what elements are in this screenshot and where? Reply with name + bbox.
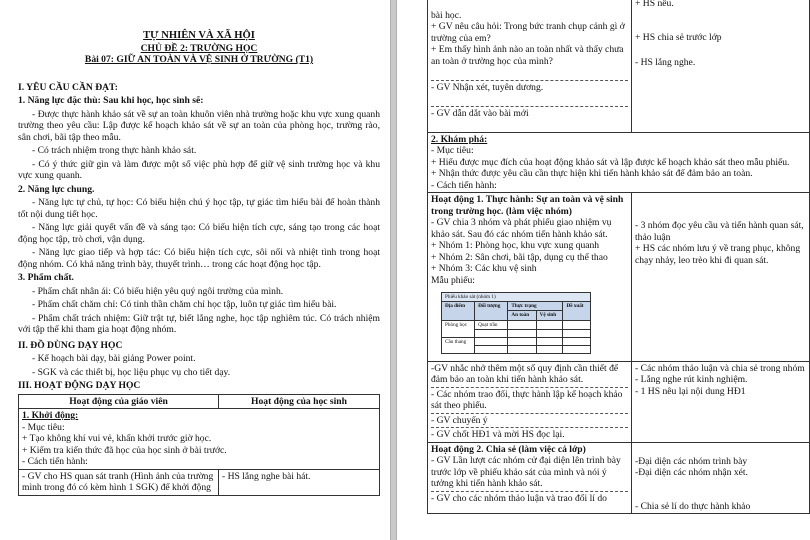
page-right	[397, 0, 805, 540]
survey-form-header: Đề xuất	[563, 302, 591, 320]
section-heading-3: III. HOẠT ĐỘNG DẠY HỌC	[18, 380, 141, 392]
survey-form-cell	[563, 320, 591, 329]
table-cell	[632, 442, 810, 514]
cell-line: - Cách tiến hành:	[431, 179, 497, 191]
survey-form-cell	[563, 337, 591, 345]
paragraph: - SGK và các thiết bị, học liệu phục vụ cho tiết dạy.	[32, 366, 231, 378]
cell-line: - GV Lần lượt các nhóm cử đại diện lên trình bày trước lớp về phiếu khảo sát của mình và nói ý tưởng khi tiến hành khảo sát.	[431, 455, 621, 490]
cell-line: - Các nhóm thảo luận và chia sẻ trong nhóm	[635, 362, 805, 374]
survey-form-cell	[563, 345, 591, 353]
cell-line: - Các nhóm trao đổi, thực hành lập kế hoạch khảo sát theo phiếu.	[431, 387, 628, 412]
survey-form-header: Vệ sinh	[536, 311, 563, 320]
survey-form-header: Thực trạng	[508, 302, 563, 311]
survey-form-caption: Phiếu khảo sát (nhóm 1)	[442, 293, 591, 302]
survey-form-cell	[536, 320, 563, 329]
activity-table-continued	[427, 0, 810, 514]
survey-form-cell	[508, 329, 536, 337]
survey-form-cell	[508, 337, 536, 345]
survey-form-image	[441, 292, 591, 354]
cell-line: + Nhận thức được yêu cầu cần thực hiện khi tiến hành khảo sát để đảm bảo an toàn.	[431, 168, 753, 179]
table-cell	[632, 0, 810, 132]
survey-form-cell	[536, 329, 563, 337]
teacher-column-header: Hoạt động của giáo viên	[19, 394, 219, 409]
cell-line: bài học. + GV nêu câu hỏi: Trong bức tranh chụp cảnh gì ở trường của em? + Em thấy hình ảnh nào an toàn nhất và thấy chưa an toàn ở trường học của mình?	[431, 9, 625, 67]
cell-line: Mẫu phiếu:	[431, 274, 475, 286]
cell-line: + Hiểu được mục đích của hoạt động khảo sát và lập được kế hoạch khảo sát theo mẫu phiếu.	[431, 156, 790, 168]
page-left-content	[18, 30, 380, 496]
survey-form-cell	[475, 329, 508, 337]
cell-line: -Đại diện các nhóm nhận xét.	[635, 467, 748, 479]
subsection-heading: 2. Năng lực chung.	[18, 183, 95, 195]
cell-line: + Nhóm 2: Sân chơi, bãi tập, dụng cụ thể thao	[431, 251, 608, 263]
activity-table	[18, 394, 380, 496]
cell-line: - GV Nhận xét, tuyên dương.	[431, 80, 628, 94]
cell-line: - GV cho các nhóm thảo luận và trao đổi lí do	[431, 491, 628, 505]
activity-heading: Hoạt động 2. Chia sẻ (làm việc cả lớp)	[431, 443, 586, 455]
paragraph: - Phẩm chất trách nhiệm: Giữ trật tự, biết lắng nghe, học tập nghiêm túc. Có trách nhiệm với tập thể khi tham gia hoạt động nhóm.	[18, 312, 380, 336]
table-cell	[632, 361, 810, 442]
topic-title: CHỦ ĐỀ 2: TRƯỜNG HỌC	[140, 42, 258, 54]
paragraph: - Có trách nhiệm trong thực hành khảo sát.	[32, 145, 197, 157]
paragraph: - Được thực hành khảo sát về sự an toàn khuôn viên nhà trường hoặc khu vực xung quanh trường theo yêu cầu: Lập được kế hoạch khảo sát về sự an toàn của phòng học, trường rào, sân chơi, bãi tập theo mẫu.	[18, 108, 380, 143]
survey-form-cell	[508, 345, 536, 353]
subject-title: TỰ NHIÊN VÀ XÃ HỘI	[143, 30, 255, 41]
cell-line: + HS chia sẻ trước lớp	[635, 31, 722, 43]
survey-form-cell	[475, 337, 508, 345]
table-cell	[428, 0, 632, 132]
cell-line: + Kiểm tra kiến thức đã học của học sinh ở bài trước.	[22, 444, 227, 456]
activity-heading: 1. Khởi động:	[22, 410, 79, 422]
cell-line: - Cách tiến hành:	[22, 456, 88, 468]
cell-line: + HS nêu.	[635, 0, 674, 9]
paragraph: - Năng lực giao tiếp và hợp tác: Có biểu hiện tích cực, sôi nổi và nhiệt tình trong hoạt động nhóm. Có khả năng trình bày, thuyết trình… trong các hoạt động học tập.	[18, 247, 380, 270]
cell-line: + Nhóm 1: Phòng học, khu vực xung quanh	[431, 240, 600, 251]
student-column-header: Hoạt động của học sinh	[219, 394, 380, 409]
cell-line: - Lắng nghe rút kinh nghiệm.	[635, 374, 748, 386]
cell-line: + HS các nhóm lưu ý về trang phục, không chạy nhảy, leo trèo khi đi quan sát.	[635, 243, 801, 266]
cell-line: - Chia sẻ lí do thực hành khảo	[635, 500, 751, 512]
survey-form-header: An toàn	[508, 311, 536, 320]
survey-form-header: Đối tượng	[475, 302, 508, 320]
cell-line: + Tạo không khí vui vẻ, khấn khởi trước giờ học.	[22, 433, 212, 445]
table-cell: - GV cho HS quan sát tranh (Hình ảnh của trường mình trong đó có kèm hình 1 SGK) để khởi động	[19, 469, 219, 495]
cell-line: + Nhóm 3: Các khu vệ sinh	[431, 263, 537, 274]
paragraph: - Năng lực tự chủ, tự học: Có biểu hiện chú ý học tập, tự giác tìm hiểu bài để hoàn thành tốt nội dung tiết học.	[18, 197, 380, 220]
paragraph: - Phẩm chất chăm chỉ: Có tinh thần chăm chỉ học tập, luôn tự giác tìm hiểu bài.	[32, 299, 337, 311]
cell-line: - GV chốt HĐ1 và mời HS đọc lại.	[431, 427, 628, 441]
survey-form-cell	[508, 320, 536, 329]
cell-line: - GV dẫn dắt vào bài mới	[431, 106, 628, 120]
table-cell	[428, 132, 810, 193]
survey-form-cell: Quạt trần	[475, 320, 508, 329]
section-heading-2: II. ĐỒ DÙNG DẠY HỌC	[18, 339, 123, 351]
paragraph: - Kế hoạch bài dạy, bài giảng Power point.	[32, 353, 196, 365]
cell-line: - Mục tiêu:	[431, 145, 474, 156]
cell-line: - HS lắng nghe.	[635, 57, 696, 68]
cell-line: - GV chia 3 nhóm và phát phiếu giao nhiệm vụ khảo sát. Sau đó các nhóm tiến hành khảo sát.	[431, 217, 612, 240]
survey-form-cell	[475, 345, 508, 353]
paragraph: - Năng lực giải quyết vấn đề và sáng tạo: Có biểu hiện tích cực, sáng tạo trong các hoạt động học tập, trò chơi, vận dụng.	[18, 222, 380, 245]
cell-line: - Mục tiêu:	[22, 421, 65, 433]
cell-line: - 3 nhóm đọc yêu cầu và tiến hành quan sát, thảo luận	[635, 220, 804, 243]
activity-heading: Hoạt động 1. Thực hành: Sự an toàn và vệ sinh trong trường học. (làm việc nhóm)	[431, 194, 624, 217]
paragraph: - Phẩm chất nhân ái: Có biểu hiện yêu quý ngôi trường của mình.	[32, 285, 284, 297]
activity-heading: 2. Khám phá:	[431, 133, 488, 145]
table-cell	[428, 361, 632, 442]
cell-line: -GV nhắc nhở thêm một số quy định cần thiết để đảm bảo an toàn khi tiến hành khảo sát.	[431, 362, 619, 386]
section-heading-1: I. YÊU CẦU CẦN ĐẠT:	[18, 81, 118, 93]
cell-line: - 1 HS nêu lại nội dung HĐ1	[635, 385, 746, 397]
table-cell	[428, 442, 632, 514]
survey-form-cell	[563, 329, 591, 337]
cell-line: - GV chuyển ý	[431, 413, 628, 427]
subsection-heading: 1. Năng lực đặc thù: Sau khi học, học sinh sẽ:	[18, 95, 204, 107]
table-cell	[19, 409, 380, 470]
survey-form-cell	[536, 345, 563, 353]
lesson-title: Bài 07: GIỮ AN TOÀN VÀ VỆ SINH Ở TRƯỜNG (T1)	[84, 54, 314, 66]
survey-form-cell: Phòng học	[442, 320, 475, 337]
survey-form-cell	[536, 337, 563, 345]
survey-form-cell: Cầu thang	[442, 337, 475, 353]
table-cell: - HS lắng nghe bài hát.	[219, 469, 380, 495]
page-left	[0, 0, 390, 540]
cell-line: -Đại diện các nhóm trình bày	[635, 455, 748, 467]
survey-form-header: Địa điểm	[442, 302, 475, 320]
paragraph: - Có ý thức giữ gìn và làm được một số việc phù hợp để giữ vệ sinh trường học và khu vực xung quanh.	[18, 158, 380, 182]
subsection-heading: 3. Phẩm chất.	[18, 272, 74, 284]
page-gutter	[390, 0, 397, 540]
table-cell	[428, 193, 632, 362]
table-cell	[632, 193, 810, 362]
